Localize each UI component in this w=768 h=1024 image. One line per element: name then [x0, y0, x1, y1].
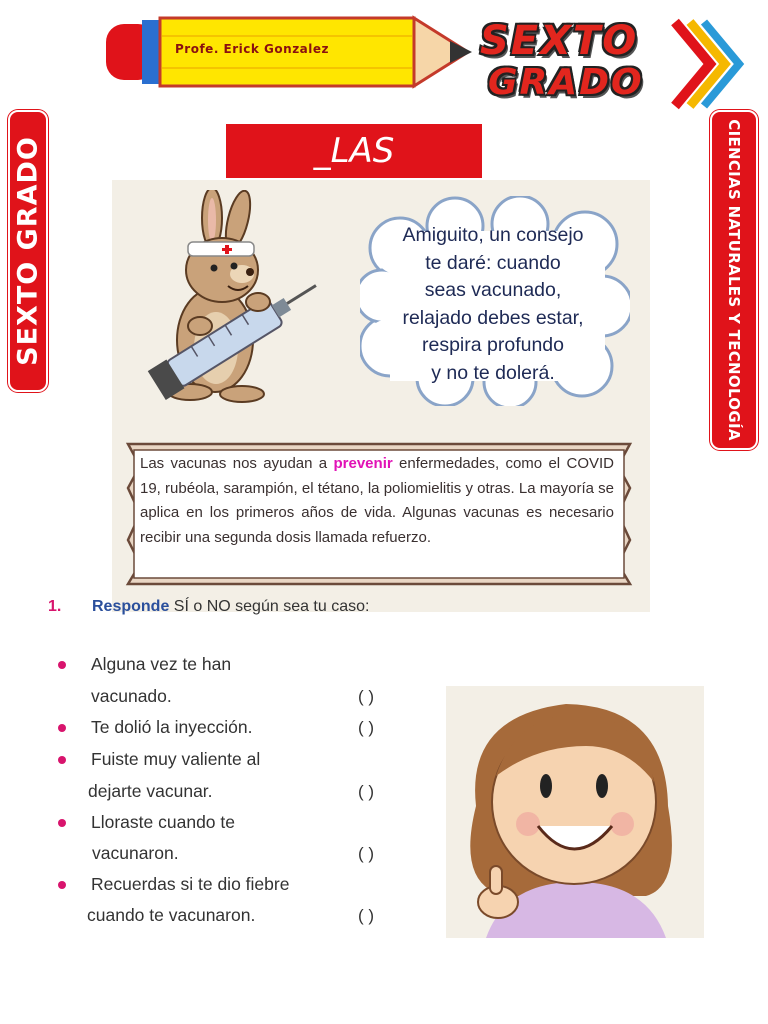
- answer-blank[interactable]: ( ): [358, 687, 375, 706]
- info-paragraph: [140, 452, 614, 550]
- bullet-icon: [58, 881, 66, 889]
- page-title-box: [226, 124, 482, 178]
- question-prompt: [92, 598, 369, 616]
- author-name: Profe. Erick Gonzalez: [175, 42, 330, 56]
- item-text: Lloraste cuando te: [91, 812, 235, 832]
- item-text: vacunado.: [91, 686, 172, 706]
- answer-blank[interactable]: ( ): [358, 844, 375, 863]
- logo-grado: GRADO: [488, 62, 644, 103]
- bubble-line: respira profundo: [421, 334, 564, 356]
- bullet-icon: [58, 756, 66, 764]
- bubble-line: seas vacunado,: [424, 279, 562, 301]
- item-text: Recuerdas si te dio fiebre: [91, 874, 290, 894]
- bullet-icon: [58, 724, 66, 732]
- item-text: cuando te vacunaron.: [87, 905, 256, 925]
- info-text-before: Las vacunas nos ayudan a: [140, 455, 328, 472]
- bullet-icon: [58, 819, 66, 827]
- page-title: _LAS: [313, 131, 395, 171]
- bubble-line: te daré: cuando: [425, 251, 561, 274]
- right-banner-text: CIENCIAS NATURALES Y TECNOLOGÍA: [725, 119, 743, 441]
- question-number: 1.: [48, 598, 62, 615]
- question-rest: SÍ o NO según sea tu caso:: [173, 598, 370, 615]
- info-highlight-word: prevenir: [333, 455, 393, 472]
- answer-blank[interactable]: ( ): [358, 906, 375, 925]
- left-grade-banner: [8, 110, 48, 392]
- bubble-line: y no te dolerá.: [431, 361, 555, 384]
- speech-cloud-text: [368, 222, 618, 387]
- bunny-nurse-illustration: [130, 190, 330, 405]
- bubble-line: Amiguito, un consejo: [402, 224, 584, 246]
- girl-thumbs-up-illustration: [446, 686, 704, 938]
- item-text: Te dolió la inyección.: [91, 717, 253, 737]
- logo-sexto: SEXTO: [480, 18, 639, 64]
- answer-blank[interactable]: ( ): [358, 718, 375, 737]
- item-text: Fuiste muy valiente al: [91, 749, 261, 769]
- left-banner-text: SEXTO GRADO: [12, 136, 44, 366]
- item-text: Alguna vez te han: [91, 654, 232, 674]
- bubble-line: relajado debes estar,: [402, 306, 584, 329]
- item-text: dejarte vacunar.: [88, 781, 213, 801]
- info-text-after: enfermedades, como el COVID 19, rubéola, sarampión, el tétano, la poliomielitis y otras. La mayoría se aplica en los primeros años de vida. Algunas vacunas es necesario recibir una segunda dosis llamada refuerzo.: [140, 455, 614, 546]
- answer-blank[interactable]: ( ): [358, 782, 375, 801]
- bullet-icon: [58, 661, 66, 669]
- item-text: vacunaron.: [92, 843, 179, 863]
- right-subject-banner: [710, 110, 758, 450]
- question-bold: Responde: [92, 598, 170, 615]
